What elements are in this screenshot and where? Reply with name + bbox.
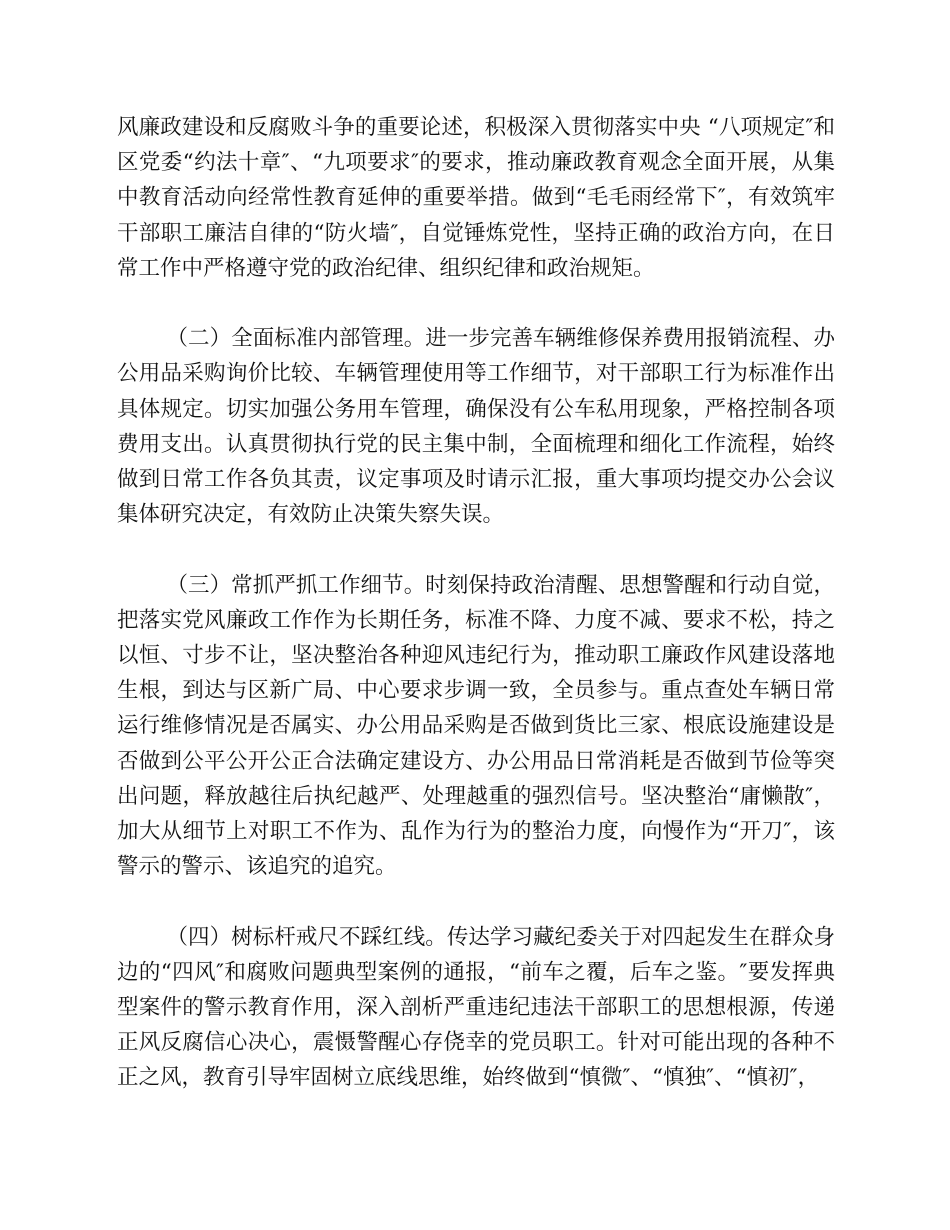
paragraph-work-details: （三）常抓严抓工作细节。时刻保持政治清醒、思想警醒和行动自觉，把落实党风廉政工作作为长期任务，标准不降、力度不减、要求不松，持之以恒、寸步不让，坚决整治各种迎风违纪行为，推动职工廉政作风建设落地生根，到达与区新广局、中心要求步调一致，全员参与。重点查处车辆日常运行维修情况是否属实、办公用品采购是否做到货比三家、根底设施建设是否做到公平公开公正合法确定建设方、办公用品日常消耗是否做到节俭等突出问题，释放越往后执纪越严、处理越重的强烈信号。坚决整治“庸懒散″，加大从细节上对职工不作为、乱作为行为的整治力度，向慢作为“开刀″，该警示的警示、该追究的追究。 bbox=[117, 572, 835, 880]
paragraph-internal-management: （二）全面标准内部管理。进一步完善车辆维修保养费用报销流程、办公用品采购询价比较、车辆管理使用等工作细节，对干部职工行为标准作出具体规定。切实加强公务用车管理，确保没有公车私用现象，严格控制各项费用支出。认真贯彻执行党的民主集中制，全面梳理和细化工作流程，始终做到日常工作各负其责，议定事项及时请示汇报，重大事项均提交办公会议集体研究决定，有效防止决策失察失误。 bbox=[117, 326, 835, 528]
paragraph-red-line: （四）树标杆戒尺不踩红线。传达学习藏纪委关于对四起发生在群众身边的“四风″和腐败问题典型案例的通报，“前车之覆，后车之鉴。″要发挥典型案件的警示教育作用，深入剖析严重违纪违法干部职工的思想根源，传递正风反腐信心决心，震慑警醒心存侥幸的党员职工。针对可能出现的各种不正之风，教育引导牢固树立底线思维，始终做到“慎微″、“慎独″、“慎初″， bbox=[117, 924, 835, 1091]
paragraph-continued-intro: 风廉政建设和反腐败斗争的重要论述，积极深入贯彻落实中央 “八项规定″和区党委“约法十章″、“九项要求″的要求，推动廉政教育观念全面开展，从集中教育活动向经常性教育延伸的重要举措。做到“毛毛雨经常下″，有效筑牢干部职工廉洁自律的“防火墙″，自觉锤炼党性，坚持正确的政治方向，在日常工作中严格遵守党的政治纪律、组织纪律和政治规矩。 bbox=[117, 115, 835, 281]
document-body bbox=[117, 110, 835, 1096]
